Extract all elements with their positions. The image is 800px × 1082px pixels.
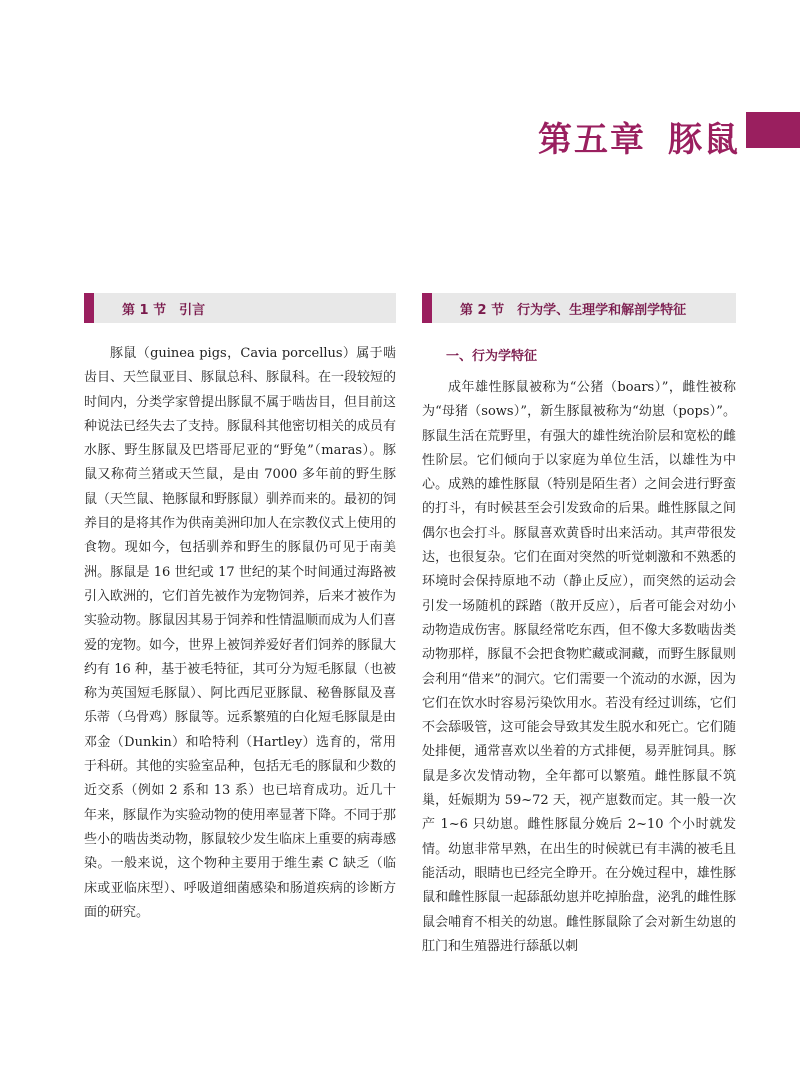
section-2-subheading: 一、行为学特征 (446, 349, 538, 364)
section-1-paragraph: 豚鼠（guinea pigs，Cavia porcellus）属于啮齿目、天竺鼠亚目、豚鼠总科、豚鼠科。在一段较短的时间内，分类学家曾提出豚鼠不属于啮齿目，但目前这种说法已经失去了支持。豚鼠科其他密切相关的成员有水豚、野生豚鼠及巴塔哥尼亚的“野兔”（maras）。豚鼠又称荷兰猪或天竺鼠，是由 7000 多年前的野生豚鼠（天竺鼠、艳豚鼠和野豚鼠）驯养而来的。最初的饲养目的是将其作为供南美洲印加人在宗教仪式上使用的食物。现如今，包括驯养和野生的豚鼠仍可见于南美洲。豚鼠是 16 世纪或 17 世纪的某个时间通过海路被引入欧洲的，它们首先被作为宠物饲养，后来才被作为实验动物。豚鼠因其易于饲养和性情温顺而成为人们喜爱的宠物。如今，世界上被饲养爱好者们饲养的豚鼠大约有 16 种，基于被毛特征，其可分为短毛豚鼠（也被称为英国短毛豚鼠）、阿比西尼亚豚鼠、秘鲁豚鼠及喜乐蒂（乌骨鸡）豚鼠等。远系繁殖的白化短毛豚鼠是由邓金（Dunkin）和哈特利（Hartley）选育的，常用于科研。其他的实验室品种，包括无毛的豚鼠和少数的近交系（例如 2 系和 13 系）也已培育成功。近几十年来，豚鼠作为实验动物的使用率显著下降。不同于那些小的啮齿类动物，豚鼠较少发生临床上重要的病毒感染。一般来说，这个物种主要用于维生素 C 缺乏（临床或亚临床型）、呼吸道细菌感染和肠道疾病的诊断方面的研究。 (84, 346, 397, 920)
section-2-paragraph: 成年雄性豚鼠被称为“公猪（boars）”，雌性被称为“母猪（sows）”，新生豚鼠被称为“幼崽（pops）”。豚鼠生活在荒野里，有强大的雄性统治阶层和宽松的雌性阶层。它们倾向于以家庭为单位生活，以雄性为中心。成熟的雄性豚鼠（特别是陌生者）之间会进行野蛮的打斗，有时候甚至会引发致命的后果。雌性豚鼠之间偶尔也会打斗。豚鼠喜欢黄昏时出来活动。其声带很发达，也很复杂。它们在面对突然的听觉刺激和不熟悉的环境时会保持原地不动（静止反应），而突然的运动会引发一场随机的踩踏（散开反应），后者可能会对幼小动物造成伤害。豚鼠经常吃东西，但不像大多数啮齿类动物那样，豚鼠不会把食物贮藏或洞藏，而野生豚鼠则会利用“借来”的洞穴。它们需要一个流动的水源，因为它们在饮水时容易污染饮用水。若没有经过训练，它们不会舔吸管，这可能会导致其发生脱水和死亡。它们随处排便，通常喜欢以坐着的方式排便，易弄脏饲具。豚鼠是多次发情动物，全年都可以繁殖。雌性豚鼠不筑巢，妊娠期为 59~72 天，视产崽数而定。其一般一次产 1~6 只幼崽。雌性豚鼠分娩后 2~10 个小时就发情。幼崽非常早熟，在出生的时候就已有丰满的被毛且能活动，眼睛也已经完全睁开。在分娩过程中，雄性豚鼠和雌性豚鼠一起舔舐幼崽并吃掉胎盘，泌乳的雌性豚鼠会哺育不相关的幼崽。雌性豚鼠除了会对新生幼崽的肛门和生殖器进行舔舐以刺 (422, 380, 736, 954)
chapter-title (538, 112, 740, 161)
left-column (84, 293, 396, 925)
section-accent-marker (422, 293, 432, 323)
section-1-header (84, 293, 396, 323)
chapter-number: 第五章 (538, 120, 646, 160)
section-1-heading: 第 1 节 引言 (122, 302, 206, 318)
chapter-name: 豚鼠 (668, 120, 740, 160)
section-2-heading: 第 2 节 行为学、生理学和解剖学特征 (460, 302, 687, 318)
chapter-accent-bar (746, 112, 800, 148)
section-2-header (422, 293, 736, 323)
right-column (422, 293, 736, 959)
section-accent-marker (84, 293, 94, 323)
